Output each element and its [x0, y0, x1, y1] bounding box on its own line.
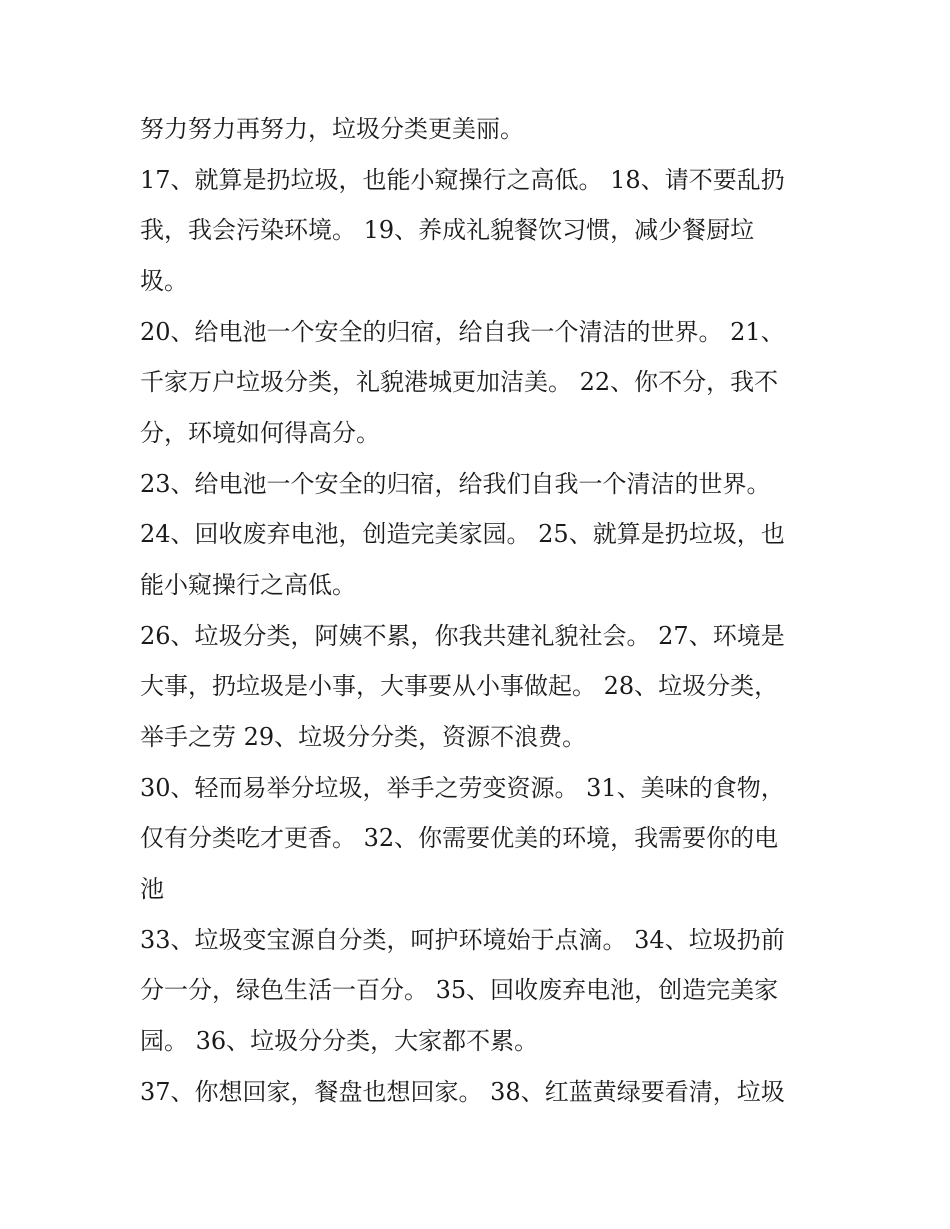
text-line: 30、轻而易举分垃圾，举手之劳变资源。 31、美味的食物，	[140, 774, 785, 802]
text-line: 分一分，绿色生活一百分。 35、回收废弃电池，创造完美家	[140, 976, 779, 1004]
text-line: 26、垃圾分类，阿姨不累，你我共建礼貌社会。 27、环境是	[140, 622, 785, 650]
text-line: 能小窥操行之高低。	[140, 571, 356, 599]
text-line: 33、垃圾变宝源自分类，呵护环境始于点滴。 34、垃圾扔前	[140, 926, 785, 954]
text-line: 努力努力再努力，垃圾分类更美丽。	[140, 115, 524, 143]
text-line: 圾。	[140, 267, 188, 295]
text-line: 23、给电池一个安全的归宿，给我们自我一个清洁的世界。	[140, 470, 771, 498]
text-line: 池	[140, 875, 164, 903]
text-line: 20、给电池一个安全的归宿，给自我一个清洁的世界。 21、	[140, 318, 785, 346]
text-line: 仅有分类吃才更香。 32、你需要优美的环境，我需要你的电	[140, 824, 779, 852]
text-line: 举手之劳 29、垃圾分分类，资源不浪费。	[140, 723, 587, 751]
text-line: 24、回收废弃电池，创造完美家园。 25、就算是扔垃圾，也	[140, 520, 785, 548]
text-line: 园。 36、垃圾分分类，大家都不累。	[140, 1027, 539, 1055]
text-line: 大事，扔垃圾是小事，大事要从小事做起。 28、垃圾分类，	[140, 672, 779, 700]
text-line: 37、你想回家，餐盘也想回家。 38、红蓝黄绿要看清，垃圾	[140, 1078, 785, 1106]
text-line: 我，我会污染环境。 19、养成礼貌餐饮习惯，减少餐厨垃	[140, 216, 755, 244]
text-line: 17、就算是扔垃圾，也能小窥操行之高低。 18、请不要乱扔	[140, 166, 785, 194]
text-line: 千家万户垃圾分类，礼貌港城更加洁美。 22、你不分，我不	[140, 368, 779, 396]
text-line: 分，环境如何得高分。	[140, 419, 380, 447]
